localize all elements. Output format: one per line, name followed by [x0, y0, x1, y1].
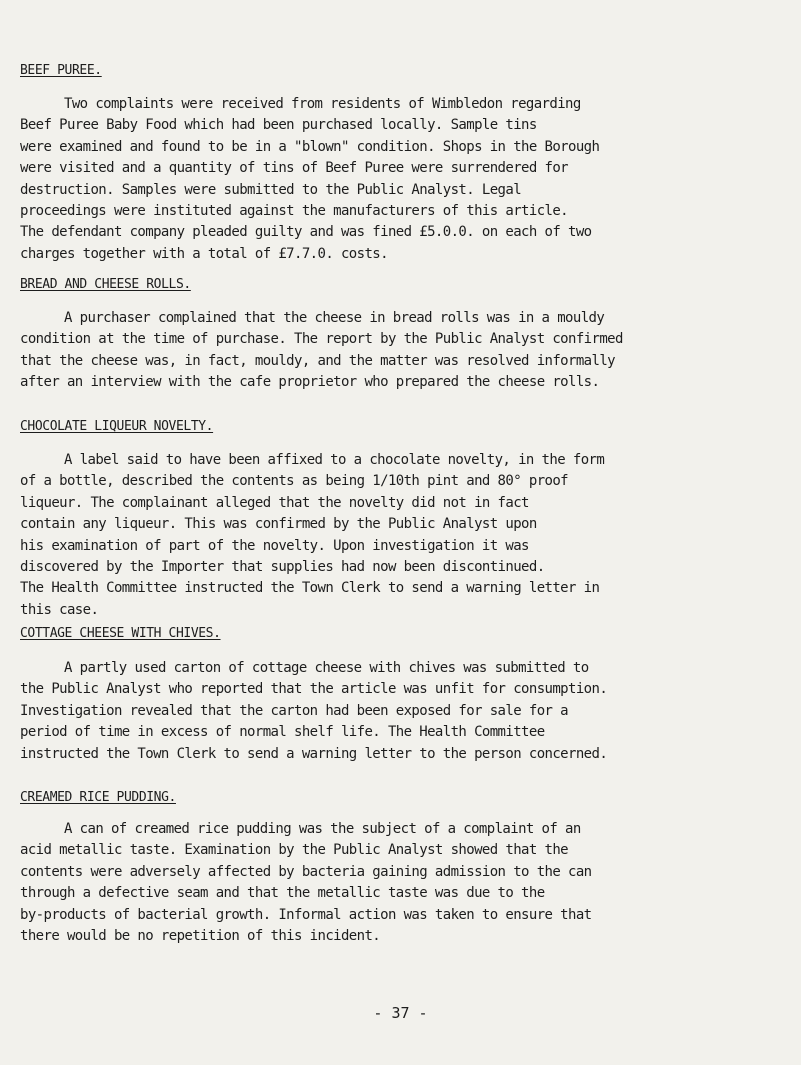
paragraph-chocolate-liqueur-novelty — [20, 450, 780, 621]
paragraph-bread-and-cheese-rolls — [20, 308, 780, 394]
text-line: his examination of part of the novelty. Upon investigation it was — [20, 537, 529, 554]
text-line: contents were adversely affected by bacteria gaining admission to the can — [20, 863, 592, 880]
heading-creamed-rice-pudding: CREAMED RICE PUDDING. — [20, 790, 176, 805]
text-line: The defendant company pleaded guilty and was fined £5.0.0. on each of two — [20, 224, 592, 241]
text-line: after an interview with the cafe proprietor who prepared the cheese rolls. — [20, 374, 600, 391]
text-line: charges together with a total of £7.7.0. costs. — [20, 245, 388, 262]
text-line: The Health Committee instructed the Town Clerk to send a warning letter in — [20, 580, 600, 597]
text-line: A partly used carton of cottage cheese with chives was submitted to — [64, 660, 589, 676]
paragraph-cottage-cheese-with-chives — [20, 658, 780, 765]
text-line: destruction. Samples were submitted to the Public Analyst. Legal — [20, 181, 522, 198]
text-line: A label said to have been affixed to a chocolate novelty, in the form — [64, 452, 605, 468]
text-line: period of time in excess of normal shelf life. The Health Committee — [20, 724, 545, 741]
text-line: that the cheese was, in fact, mouldy, and the matter was resolved informally — [20, 352, 615, 369]
text-line: liqueur. The complainant alleged that the novelty did not in fact — [20, 494, 529, 511]
text-line: A can of creamed rice pudding was the subject of a complaint of an — [64, 821, 581, 837]
text-line: by-products of bacterial growth. Informal action was taken to ensure that — [20, 906, 592, 923]
heading-beef-puree: BEEF PUREE. — [20, 63, 102, 78]
text-line: of a bottle, described the contents as being 1/10th pint and 80° proof — [20, 473, 569, 490]
page-number: - 37 - — [373, 1004, 428, 1022]
text-line: A purchaser complained that the cheese in bread rolls was in a mouldy — [64, 310, 605, 326]
text-line: Investigation revealed that the carton had been exposed for sale for a — [20, 702, 569, 719]
text-line: the Public Analyst who reported that the article was unfit for consumption. — [20, 681, 608, 698]
text-line: instructed the Town Clerk to send a warning letter to the person concerned. — [20, 745, 608, 762]
text-line: condition at the time of purchase. The report by the Public Analyst confirmed — [20, 331, 623, 348]
text-line: this case. — [20, 601, 99, 618]
text-line: there would be no repetition of this incident. — [20, 928, 381, 945]
text-line: through a defective seam and that the metallic taste was due to the — [20, 885, 545, 902]
paragraph-creamed-rice-pudding — [20, 819, 780, 947]
text-line: acid metallic taste. Examination by the Public Analyst showed that the — [20, 842, 569, 859]
text-line: Two complaints were received from residents of Wimbledon regarding — [64, 96, 581, 112]
text-line: Beef Puree Baby Food which had been purchased locally. Sample tins — [20, 117, 537, 134]
text-line: were visited and a quantity of tins of Beef Puree were surrendered for — [20, 160, 569, 177]
heading-cottage-cheese-with-chives: COTTAGE CHEESE WITH CHIVES. — [20, 626, 221, 641]
heading-chocolate-liqueur-novelty: CHOCOLATE LIQUEUR NOVELTY. — [20, 419, 214, 434]
heading-bread-and-cheese-rolls: BREAD AND CHEESE ROLLS. — [20, 277, 191, 292]
text-line: contain any liqueur. This was confirmed by the Public Analyst upon — [20, 516, 537, 533]
text-line: were examined and found to be in a "blown" condition. Shops in the Borough — [20, 138, 600, 155]
text-line: proceedings were instituted against the manufacturers of this article. — [20, 203, 569, 220]
text-line: discovered by the Importer that supplies had now been discontinued. — [20, 559, 545, 576]
paragraph-beef-puree — [20, 94, 780, 265]
